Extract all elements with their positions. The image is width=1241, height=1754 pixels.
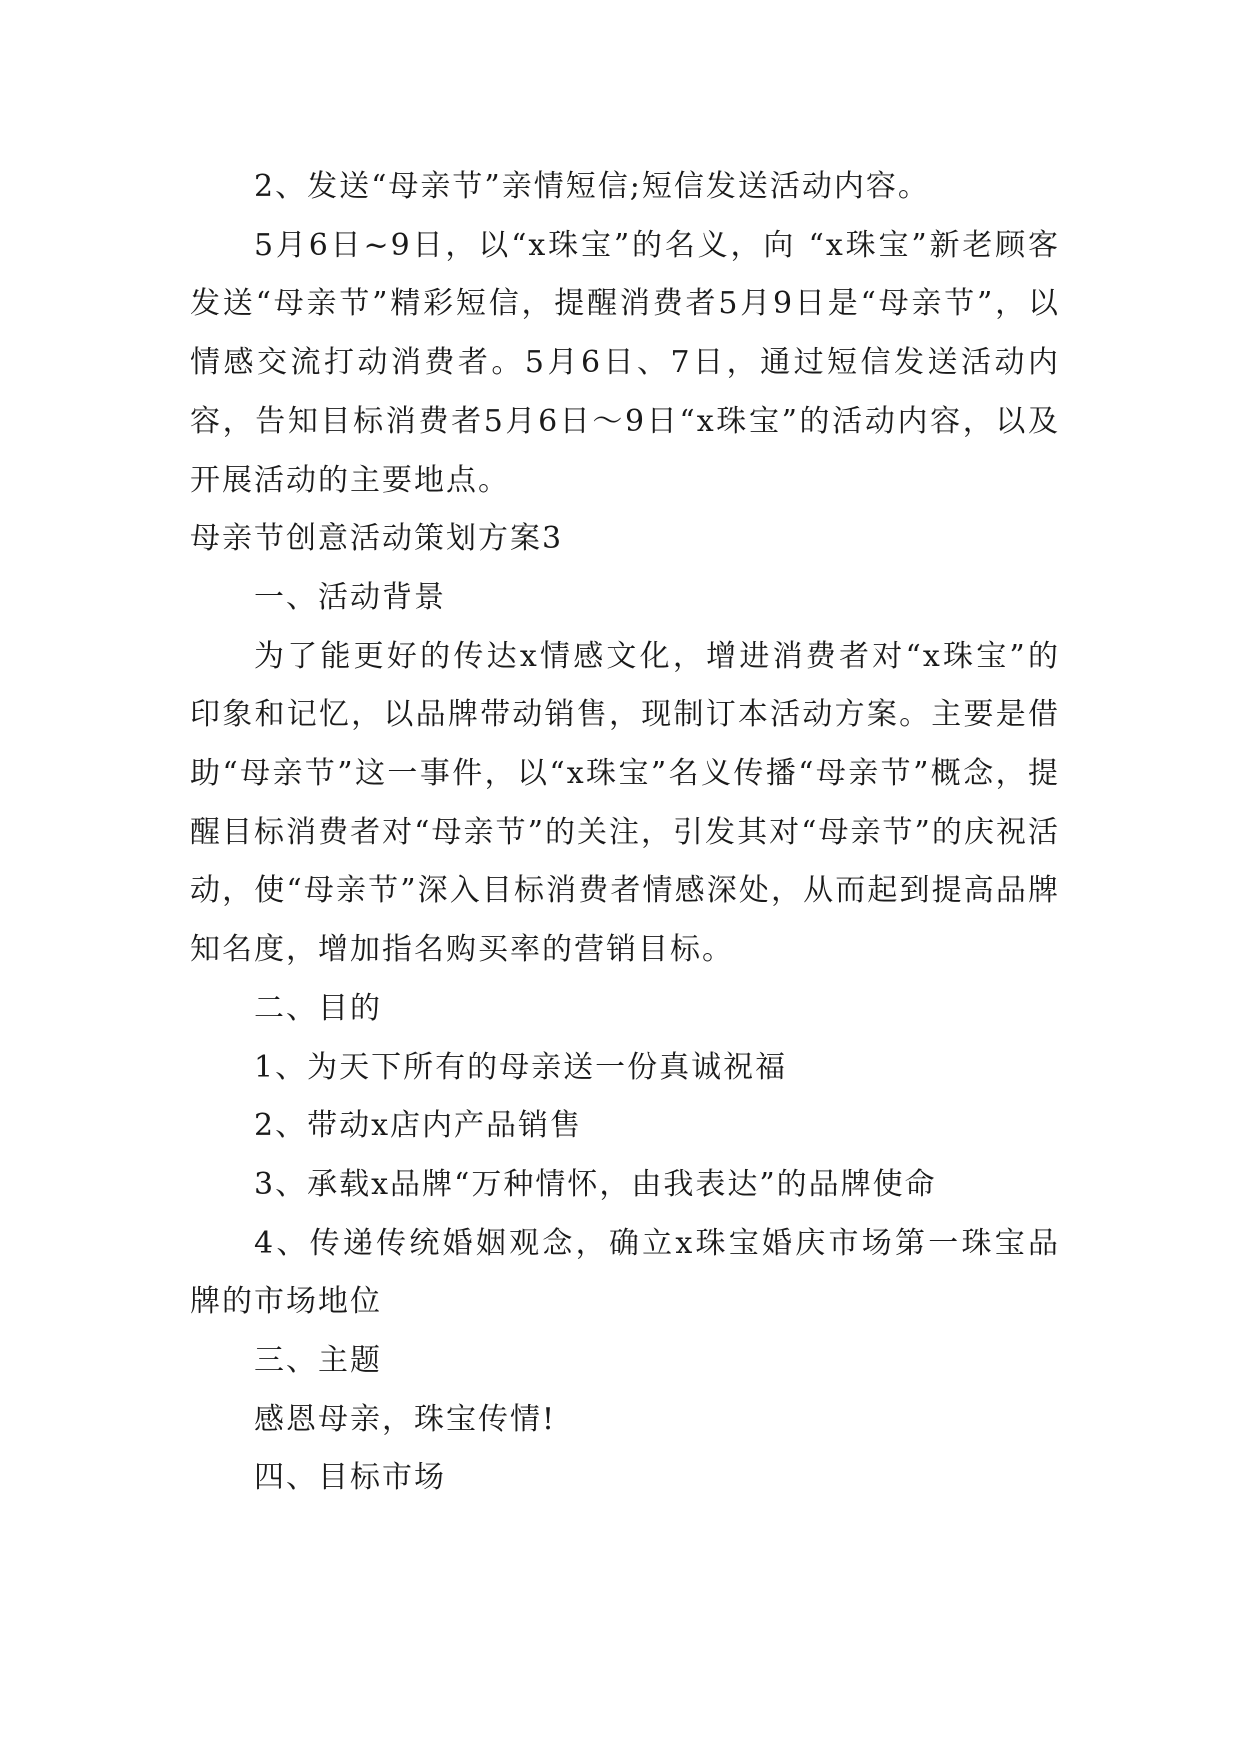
purpose-item-2: 2、带动x店内产品销售 <box>254 1108 583 1144</box>
heading-theme: 三、主题 <box>254 1343 382 1379</box>
purpose-item-4: 4、传递传统婚姻观念，确立x珠宝婚庆市场第一珠宝品牌的市场地位 <box>190 1225 1060 1320</box>
theme-text: 感恩母亲，珠宝传情! <box>254 1401 557 1437</box>
paragraph-sms-details: 5月6日~9日，以“x珠宝”的名义，向 “x珠宝”新老顾客发送“母亲节”精彩短信，提醒消费者5月9日是“母亲节”，以情感交流打动消费者。5月6日、7日，通过短信发送活动内容，告知目标消费者5月6日～9日“x珠宝”的活动内容，以及开展活动的主要地点。 <box>190 227 1060 498</box>
document-body <box>190 158 1060 1508</box>
paragraph-sms-item: 2、发送“母亲节”亲情短信;短信发送活动内容。 <box>254 169 930 204</box>
section-title-plan-3: 母亲节创意活动策划方案3 <box>190 521 564 557</box>
purpose-item-1: 1、为天下所有的母亲送一份真诚祝福 <box>254 1049 788 1085</box>
heading-background: 一、活动背景 <box>254 579 446 615</box>
heading-target-market: 四、目标市场 <box>254 1460 446 1496</box>
purpose-item-3: 3、承载x品牌“万种情怀，由我表达”的品牌使命 <box>254 1166 937 1202</box>
heading-purpose: 二、目的 <box>254 990 382 1026</box>
paragraph-background: 为了能更好的传达x情感文化，增进消费者对“x珠宝”的印象和记忆，以品牌带动销售，现制订本活动方案。主要是借助“母亲节”这一事件，以“x珠宝”名义传播“母亲节”概念，提醒目标消费者对“母亲节”的关注，引发其对“母亲节”的庆祝活动，使“母亲节”深入目标消费者情感深处，从而起到提高品牌知名度，增加指名购买率的营销目标。 <box>190 638 1060 968</box>
